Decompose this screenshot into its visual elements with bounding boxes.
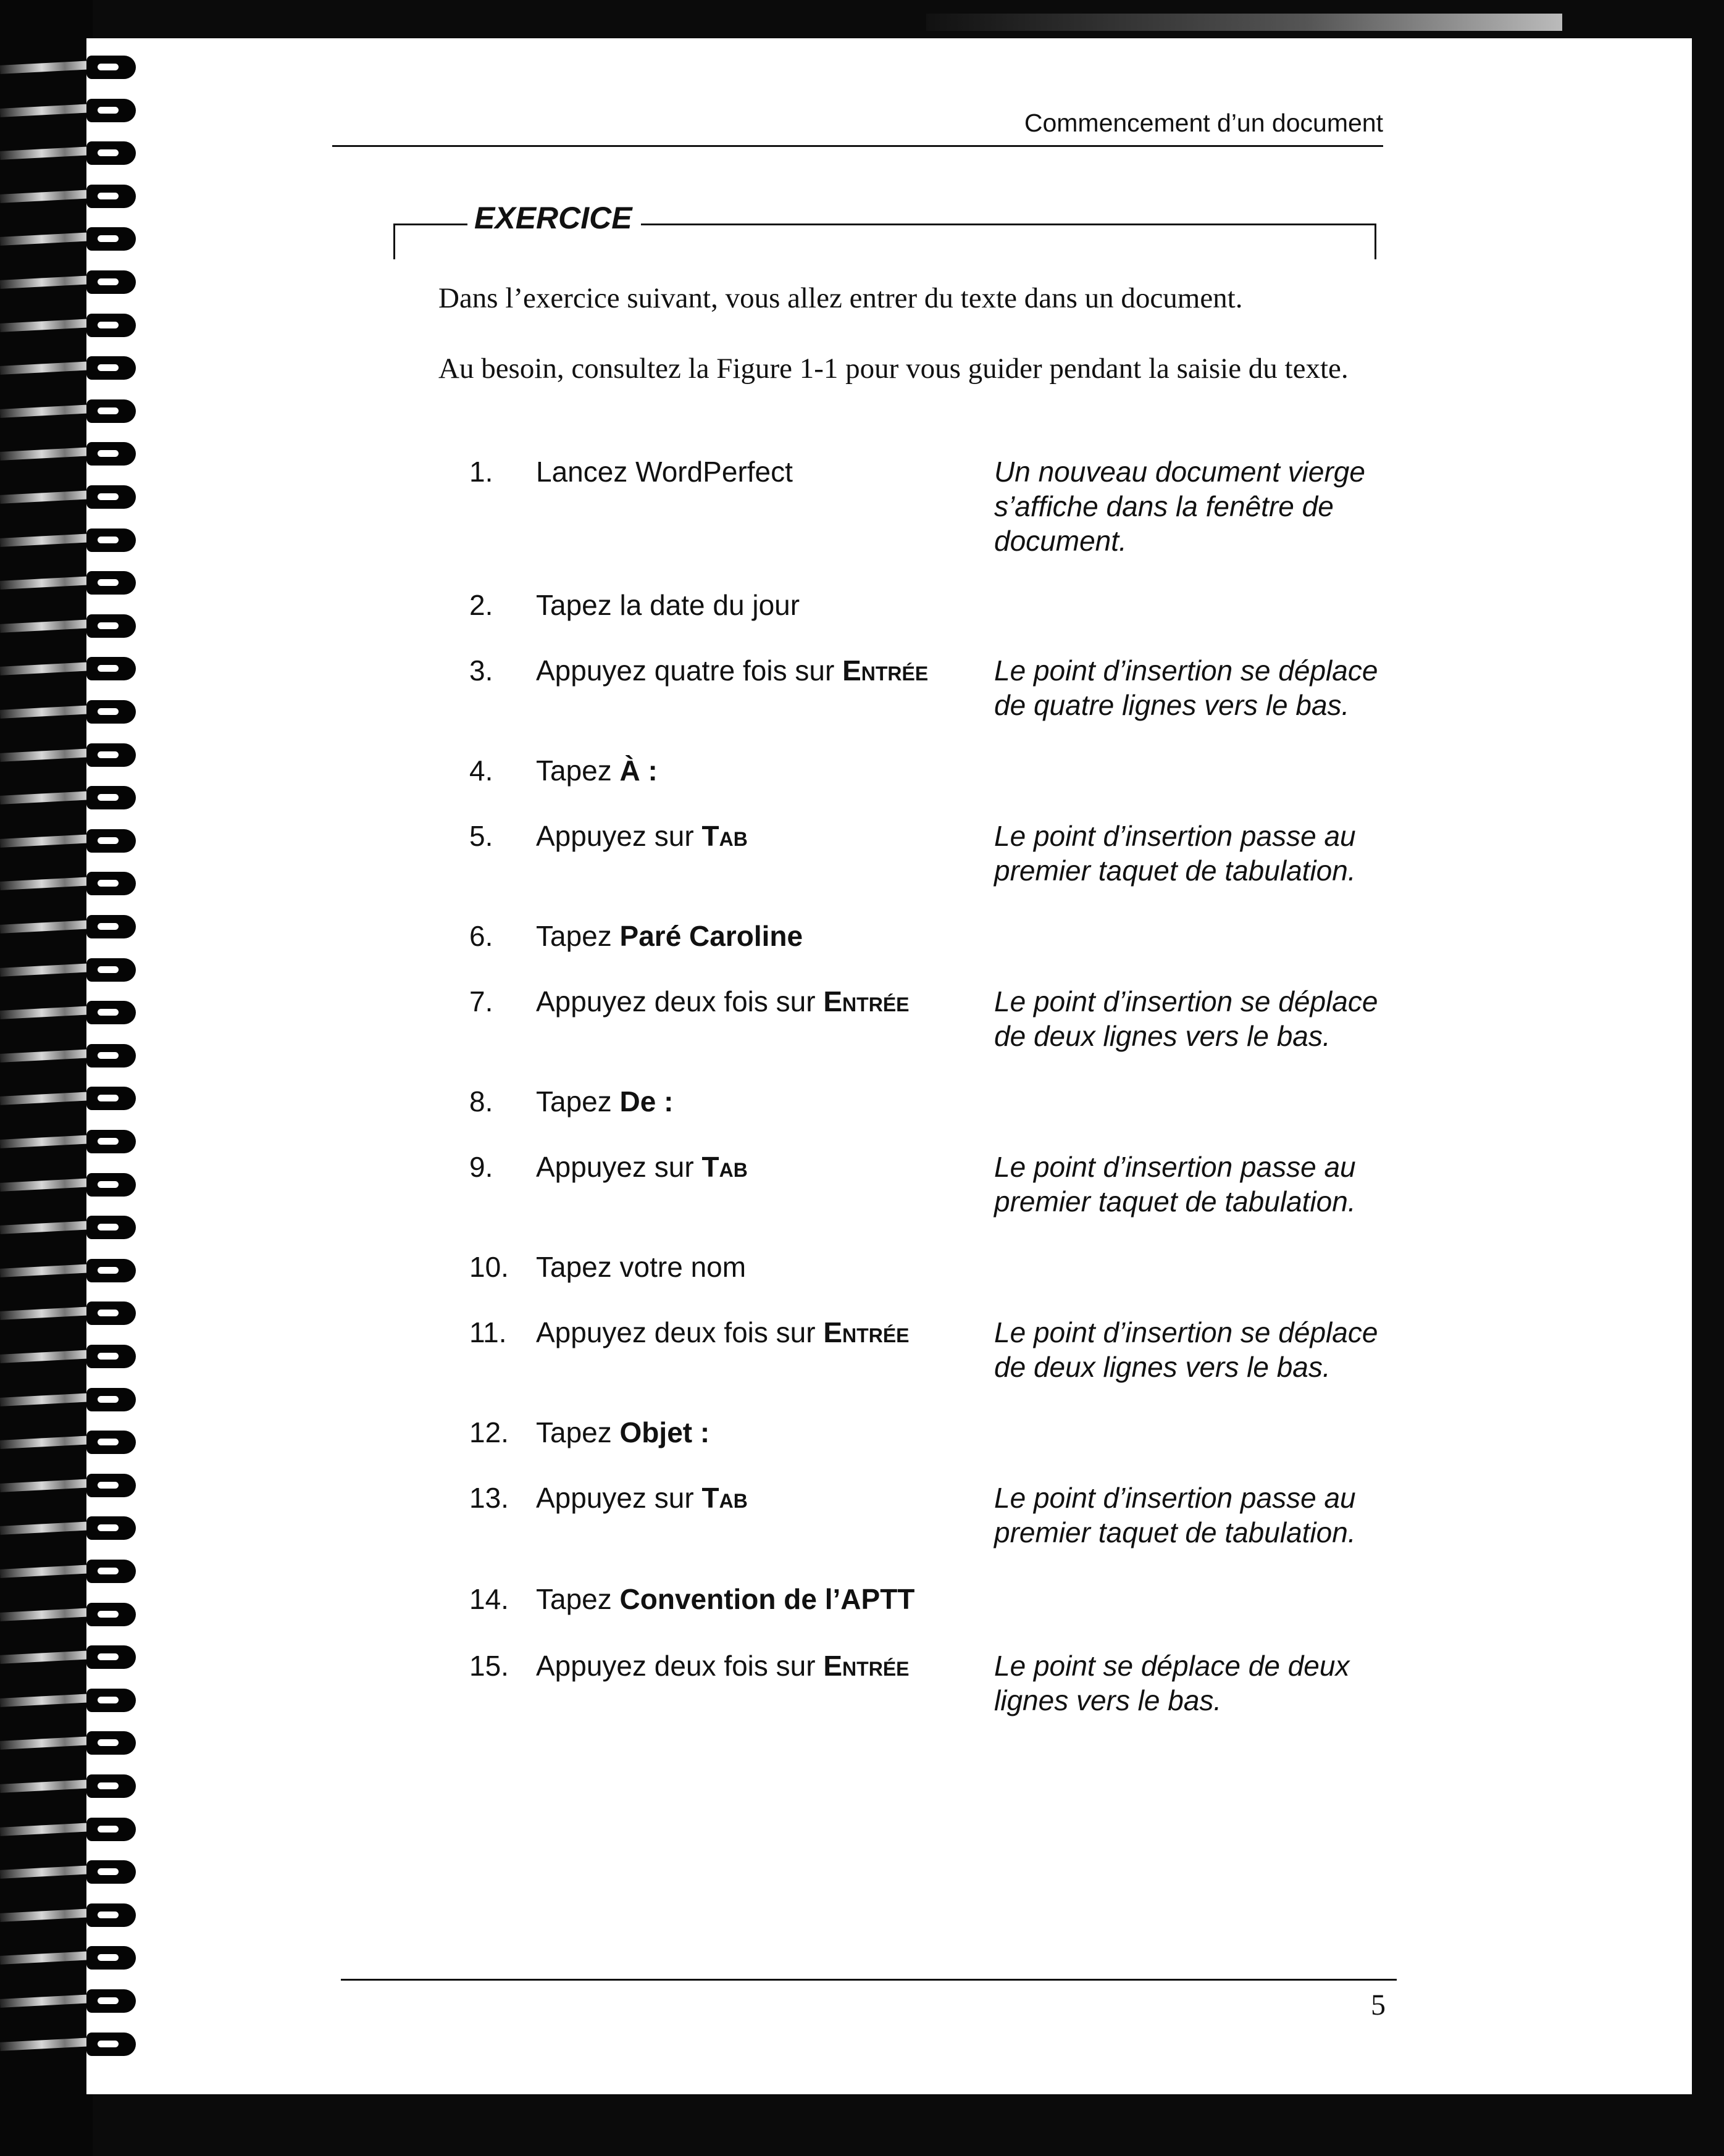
step-action xyxy=(536,1481,748,1515)
coil-wire xyxy=(0,1736,93,1750)
binding-coil xyxy=(0,484,139,511)
binding-coil xyxy=(0,1085,139,1113)
binding-coil xyxy=(0,140,139,167)
binding-coil xyxy=(0,656,139,683)
step-typed-text: De : xyxy=(619,1085,674,1118)
step-note: Le point d’insertion passe au premier taquet de tabulation. xyxy=(994,820,1356,887)
coil-wire xyxy=(0,791,93,804)
coil-wire xyxy=(0,1650,93,1664)
coil-loop xyxy=(86,1345,136,1368)
coil-wire xyxy=(0,963,93,977)
coil-wire xyxy=(0,1908,93,1922)
coil-wire xyxy=(0,705,93,719)
coil-wire xyxy=(0,319,93,332)
coil-wire xyxy=(0,1994,93,2008)
exercise-intro-paragraph: Dans l’exercice suivant, vous allez entrer du texte dans un document. xyxy=(438,282,1243,314)
step-number: 12. xyxy=(469,1416,509,1448)
coil-loop xyxy=(86,270,136,294)
step-action: Tapez la date du jour xyxy=(536,589,800,621)
binding-coil xyxy=(0,1558,139,1586)
binding-coil xyxy=(0,183,139,211)
step-note: Un nouveau document vierge s’affiche dans la fenêtre de document. xyxy=(994,456,1365,557)
step-key: Entrée xyxy=(842,654,929,687)
coil-loop xyxy=(86,314,136,337)
binding-coil xyxy=(0,828,139,855)
exercise-box-top-border-right xyxy=(641,224,1376,225)
coil-wire xyxy=(0,232,93,246)
coil-wire xyxy=(0,104,93,117)
step-number: 8. xyxy=(469,1085,493,1118)
coil-wire xyxy=(0,1178,93,1192)
coil-wire xyxy=(0,447,93,461)
coil-loop xyxy=(86,872,136,895)
coil-loop xyxy=(86,1774,136,1798)
step-key: Entrée xyxy=(823,985,910,1017)
binding-coil xyxy=(0,1687,139,1715)
coil-loop xyxy=(86,141,136,165)
step-action xyxy=(536,1582,914,1616)
binding-coil xyxy=(0,957,139,984)
binding-coil xyxy=(0,1859,139,1886)
step-key: Tab xyxy=(701,1482,748,1514)
step-typed-text: Paré Caroline xyxy=(619,920,803,952)
step-action xyxy=(536,1150,748,1184)
coil-wire xyxy=(0,1435,93,1449)
coil-wire xyxy=(0,1521,93,1535)
coil-loop xyxy=(86,1603,136,1626)
binding-coil xyxy=(0,1730,139,1757)
binding-coil xyxy=(0,1473,139,1500)
step-action: Tapez votre nom xyxy=(536,1251,747,1283)
coil-wire xyxy=(0,576,93,590)
coil-wire xyxy=(0,1865,93,1879)
binding-coil xyxy=(0,570,139,597)
coil-wire xyxy=(0,1565,93,1578)
coil-loop xyxy=(86,1001,136,1024)
binding-coil xyxy=(0,269,139,296)
coil-loop xyxy=(86,1731,136,1755)
binding-coil xyxy=(0,1945,139,1972)
exercise-box-right-border xyxy=(1375,224,1376,259)
coil-wire xyxy=(0,490,93,504)
binding-coil xyxy=(0,699,139,726)
binding-coil xyxy=(0,527,139,554)
step-action xyxy=(536,653,928,688)
coil-loop xyxy=(86,1946,136,1970)
step-number: 1. xyxy=(469,456,493,488)
coil-loop xyxy=(86,1818,136,1841)
binding-coil xyxy=(0,785,139,812)
step-action xyxy=(536,984,910,1019)
coil-wire xyxy=(0,190,93,203)
binding-coil xyxy=(0,742,139,769)
coil-loop xyxy=(86,442,136,466)
step-action-text: Appuyez deux fois sur xyxy=(536,1316,816,1348)
coil-loop xyxy=(86,1560,136,1583)
step-action: Lancez WordPerfect xyxy=(536,456,793,488)
exercise-title: EXERCICE xyxy=(474,201,632,235)
step-action-text: Tapez xyxy=(536,1583,612,1615)
coil-loop xyxy=(86,2033,136,2056)
step-note: Le point se déplace de deux lignes vers le bas. xyxy=(994,1650,1350,1716)
coil-wire xyxy=(0,619,93,633)
step-number: 3. xyxy=(469,654,493,687)
step-number: 2. xyxy=(469,589,493,621)
coil-wire xyxy=(0,275,93,289)
coil-loop xyxy=(86,1388,136,1411)
step-typed-text: Convention de l’APTT xyxy=(619,1583,915,1615)
document-page xyxy=(86,38,1692,2094)
coil-wire xyxy=(0,1479,93,1492)
coil-loop xyxy=(86,1044,136,1068)
binding-coil xyxy=(0,1387,139,1414)
binding-coil xyxy=(0,312,139,340)
step-number: 7. xyxy=(469,985,493,1017)
binding-coil xyxy=(0,226,139,253)
coil-loop xyxy=(86,743,136,767)
step-note: Le point d’insertion passe au premier taquet de tabulation. xyxy=(994,1482,1356,1548)
step-note: Le point d’insertion passe au premier taquet de tabulation. xyxy=(994,1151,1356,1218)
binding-coil xyxy=(0,1043,139,1070)
binding-coil xyxy=(0,98,139,125)
step-action-text: Tapez xyxy=(536,1085,612,1118)
coil-loop xyxy=(86,1302,136,1325)
coil-wire xyxy=(0,1823,93,1836)
coil-loop xyxy=(86,485,136,509)
binding-coil xyxy=(0,1172,139,1199)
coil-loop xyxy=(86,185,136,208)
binding-coil xyxy=(0,1300,139,1327)
coil-loop xyxy=(86,915,136,938)
coil-wire xyxy=(0,1393,93,1406)
coil-wire xyxy=(0,1694,93,1707)
step-action xyxy=(536,819,748,853)
step-key: Entrée xyxy=(823,1650,910,1682)
step-action-text: Tapez xyxy=(536,754,612,787)
coil-loop xyxy=(86,1087,136,1110)
coil-loop xyxy=(86,1474,136,1497)
step-key: Entrée xyxy=(823,1316,910,1348)
step-key: Tab xyxy=(701,1151,748,1183)
step-number: 10. xyxy=(469,1251,509,1283)
binding-coil xyxy=(0,1129,139,1156)
binding-coil xyxy=(0,355,139,382)
coil-loop xyxy=(86,657,136,680)
footer-rule xyxy=(341,1979,1397,1981)
step-action-text: Appuyez quatre fois sur xyxy=(536,654,835,687)
binding-coil xyxy=(0,2031,139,2058)
step-number: 5. xyxy=(469,820,493,852)
step-action-text: Appuyez sur xyxy=(536,820,694,852)
step-number: 11. xyxy=(469,1316,507,1348)
coil-wire xyxy=(0,1306,93,1320)
coil-loop xyxy=(86,1259,136,1282)
coil-wire xyxy=(0,533,93,547)
coil-wire xyxy=(0,1049,93,1063)
step-number: 13. xyxy=(469,1482,509,1514)
coil-wire xyxy=(0,662,93,675)
coil-loop xyxy=(86,1860,136,1884)
coil-loop xyxy=(86,1130,136,1153)
running-header: Commencement d’un document xyxy=(1024,109,1383,137)
coil-loop xyxy=(86,1173,136,1197)
binding-coil xyxy=(0,1000,139,1027)
coil-wire xyxy=(0,748,93,762)
step-action-text: Appuyez sur xyxy=(536,1151,694,1183)
step-number: 14. xyxy=(469,1583,509,1615)
step-action xyxy=(536,1648,910,1683)
step-action-text: Appuyez deux fois sur xyxy=(536,985,816,1017)
binding-coil xyxy=(0,613,139,640)
step-action xyxy=(536,1315,910,1350)
step-action-text: Appuyez sur xyxy=(536,1482,694,1514)
coil-wire xyxy=(0,1608,93,1621)
coil-loop xyxy=(86,571,136,595)
coil-wire xyxy=(0,146,93,160)
coil-wire xyxy=(0,361,93,375)
coil-wire xyxy=(0,2037,93,2051)
coil-loop xyxy=(86,1989,136,2013)
page-number: 5 xyxy=(1371,1989,1386,2021)
coil-wire xyxy=(0,1006,93,1019)
binding-coil xyxy=(0,1429,139,1456)
coil-wire xyxy=(0,61,93,74)
step-note: Le point d’insertion se déplace de deux lignes vers le bas. xyxy=(994,985,1378,1052)
coil-loop xyxy=(86,786,136,809)
coil-loop xyxy=(86,1903,136,1927)
step-action-text: Tapez xyxy=(536,1416,612,1448)
coil-wire xyxy=(0,1779,93,1793)
binding-coil xyxy=(0,914,139,941)
coil-wire xyxy=(0,1221,93,1234)
step-number: 6. xyxy=(469,920,493,952)
coil-loop xyxy=(86,99,136,122)
coil-wire xyxy=(0,1350,93,1363)
coil-loop xyxy=(86,829,136,853)
binding-coil xyxy=(0,1343,139,1371)
exercise-intro-paragraph: Au besoin, consultez la Figure 1-1 pour vous guider pendant la saisie du texte. xyxy=(438,353,1349,385)
coil-loop xyxy=(86,529,136,552)
binding-coil xyxy=(0,1602,139,1629)
binding-coil xyxy=(0,1644,139,1671)
step-action xyxy=(536,919,803,953)
coil-loop xyxy=(86,614,136,638)
coil-wire xyxy=(0,1264,93,1277)
binding-coil xyxy=(0,1902,139,1929)
coil-loop xyxy=(86,56,136,79)
step-typed-text: Objet : xyxy=(619,1416,710,1448)
step-typed-text: À : xyxy=(619,754,658,787)
binding-coil xyxy=(0,1816,139,1844)
binding-coil xyxy=(0,871,139,898)
binding-coil xyxy=(0,54,139,81)
header-rule xyxy=(332,145,1383,147)
binding-coil xyxy=(0,1988,139,2015)
step-action-text: Appuyez deux fois sur xyxy=(536,1650,816,1682)
coil-loop xyxy=(86,356,136,380)
step-action xyxy=(536,1084,673,1119)
step-number: 15. xyxy=(469,1650,509,1682)
coil-loop xyxy=(86,227,136,251)
coil-wire xyxy=(0,1951,93,1965)
exercise-box-top-border-left xyxy=(393,224,467,225)
binding-coil xyxy=(0,1515,139,1542)
binding-coil xyxy=(0,1773,139,1800)
coil-loop xyxy=(86,1516,136,1540)
coil-wire xyxy=(0,404,93,418)
coil-wire xyxy=(0,834,93,848)
coil-loop xyxy=(86,1216,136,1239)
binding-coil xyxy=(0,1258,139,1285)
step-action xyxy=(536,1415,709,1450)
step-note: Le point d’insertion se déplace de deux lignes vers le bas. xyxy=(994,1316,1378,1383)
coil-loop xyxy=(86,399,136,423)
binding-coil xyxy=(0,398,139,425)
binding-coil xyxy=(0,441,139,468)
binding-coil xyxy=(0,1214,139,1242)
coil-wire xyxy=(0,877,93,890)
step-number: 9. xyxy=(469,1151,493,1183)
coil-loop xyxy=(86,1645,136,1669)
coil-wire xyxy=(0,1092,93,1105)
step-action xyxy=(536,753,658,788)
coil-wire xyxy=(0,1135,93,1148)
page-shadow-strip xyxy=(926,14,1562,31)
coil-loop xyxy=(86,958,136,982)
coil-loop xyxy=(86,1431,136,1454)
step-number: 4. xyxy=(469,754,493,787)
coil-wire xyxy=(0,920,93,934)
step-key: Tab xyxy=(701,820,748,852)
step-action-text: Tapez xyxy=(536,920,612,952)
coil-loop xyxy=(86,700,136,724)
coil-loop xyxy=(86,1689,136,1712)
exercise-box-left-border xyxy=(393,224,395,259)
step-note: Le point d’insertion se déplace de quatre lignes vers le bas. xyxy=(994,654,1378,721)
